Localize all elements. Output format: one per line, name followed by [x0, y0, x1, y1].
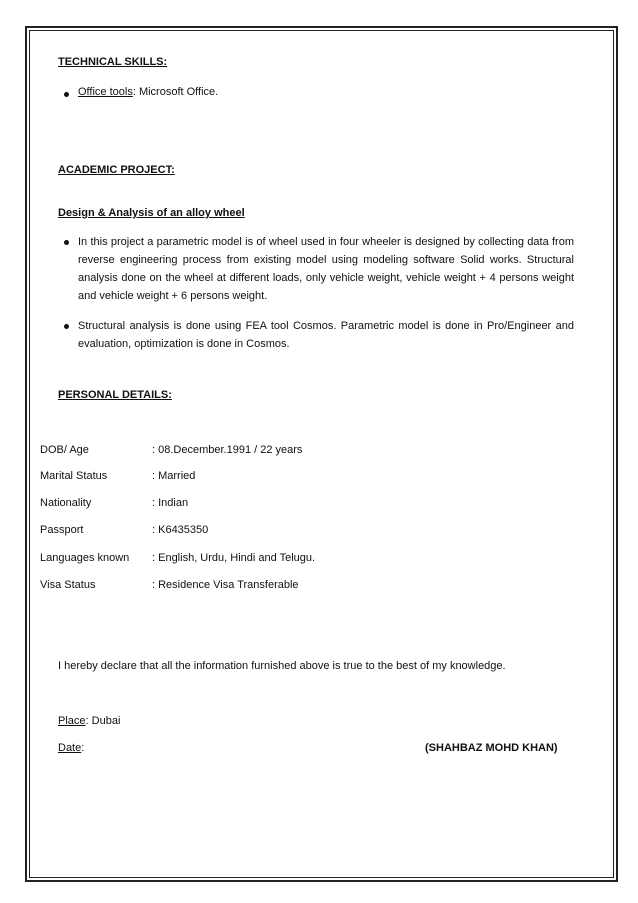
project-bullet-1: In this project a parametric model is of wheel used in four wheeler is designed by collecting data from reverse engineering process from existing model using modeling software Solid works. Structural analysis done on the wheel at different loads, only vehicle weight, vehicle weight + 4 persons weight and vehicle weight + 6 persons weight.	[78, 236, 574, 302]
declaration-text: I hereby declare that all the information furnished above is true to the best of my knowledge.	[58, 660, 506, 672]
detail-value: : Married	[152, 470, 196, 482]
detail-value: : K6435350	[152, 524, 209, 536]
detail-value: : English, Urdu, Hindi and Telugu.	[152, 552, 316, 564]
detail-value: : Indian	[152, 497, 189, 509]
academic-project-heading: ACADEMIC PROJECT:	[58, 164, 175, 176]
bullet-icon	[64, 240, 69, 245]
detail-value: : Residence Visa Transferable	[152, 579, 299, 591]
technical-skills-heading: TECHNICAL SKILLS:	[58, 56, 168, 68]
date-line	[58, 742, 84, 754]
detail-label: Languages known	[40, 552, 130, 564]
skill-label: Office tools	[78, 86, 133, 98]
place-line	[58, 715, 120, 727]
place-value: : Dubai	[85, 715, 121, 727]
date-label: Date	[58, 742, 82, 754]
project-bullet-2: Structural analysis is done using FEA tool Cosmos. Parametric model is done in Pro/Engineer and evaluation, optimization is done in Cosmos.	[78, 320, 574, 350]
project-title: Design & Analysis of an alloy wheel	[58, 207, 245, 219]
detail-label: Passport	[40, 524, 84, 536]
personal-details-heading: PERSONAL DETAILS:	[58, 389, 172, 401]
detail-label: Marital Status	[40, 470, 108, 482]
skill-value: : Microsoft Office.	[132, 86, 219, 98]
detail-label: Visa Status	[40, 579, 96, 591]
detail-label: DOB/ Age	[40, 444, 89, 456]
bullet-icon	[64, 324, 69, 329]
detail-value: : 08.December.1991 / 22 years	[152, 444, 303, 456]
date-value: :	[81, 742, 85, 754]
bullet-icon	[64, 92, 69, 97]
place-label: Place	[58, 715, 86, 727]
signature-name: (SHAHBAZ MOHD KHAN)	[425, 742, 558, 754]
technical-skill-item	[78, 86, 218, 98]
detail-label: Nationality	[40, 497, 92, 509]
